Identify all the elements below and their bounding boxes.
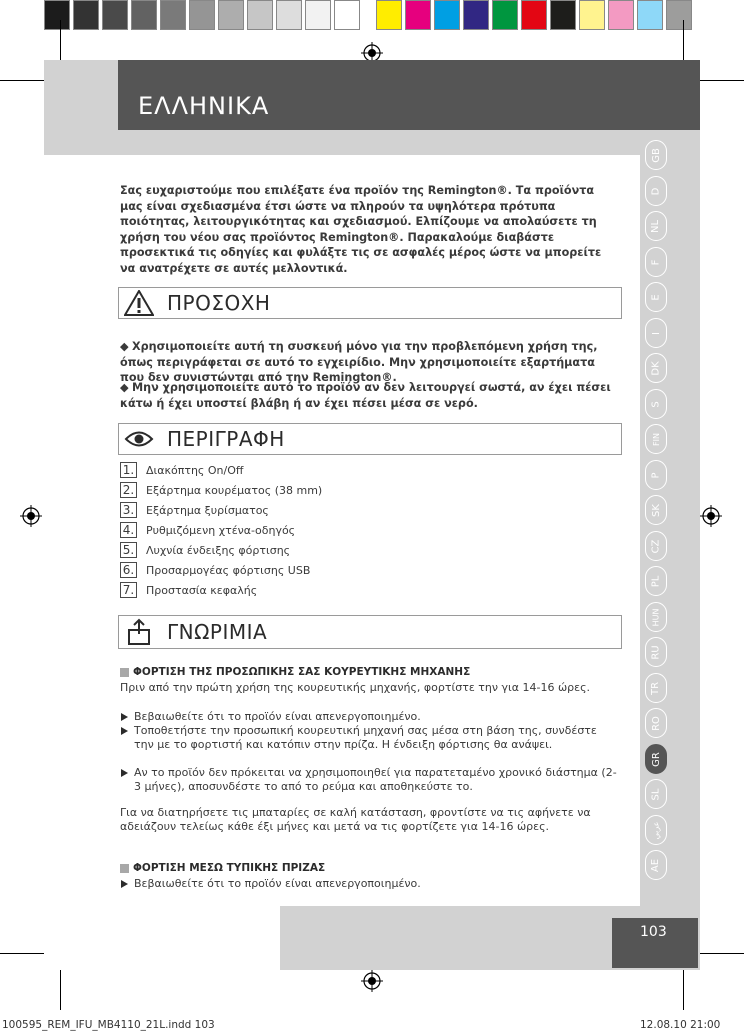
- socket-step: Βεβαιωθείτε ότι το προϊόν είναι απενεργοποιημένο.: [120, 877, 620, 891]
- color-swatch: [405, 0, 431, 30]
- part-list-item: 6. Προσαρμογέας φόρτισης USB: [120, 561, 310, 579]
- warning-title: ΠΡΟΣΟΧΗ: [167, 291, 271, 315]
- language-tab-label: AE: [650, 858, 662, 872]
- color-swatch: [521, 0, 547, 30]
- getting-started-title: ΓΝΩΡΙΜΙΑ: [167, 620, 268, 644]
- bullet-icon: ◆: [120, 381, 129, 394]
- language-tab-label: HUN: [651, 608, 661, 626]
- language-tab[interactable]: [645, 744, 667, 774]
- heading-square-icon: [120, 864, 129, 873]
- description-title: ΠΕΡΙΓΡΑΦΗ: [167, 427, 285, 451]
- registration-target-icon: [700, 505, 722, 527]
- language-tab-label: RU: [650, 644, 662, 660]
- intro-paragraph: Σας ευχαριστούμε που επιλέξατε ένα προϊόν της Remington®. Τα προϊόντα μας είναι σχεδιασμένα έτσι ώστε να πληρούν τα υψηλότερα πρότυπα ποιότητας, λειτουργικότητας και σχεδιασμού. Ελπίζουμε να απολαύσετε τη χρήση του νέου σας προϊόντος Remington®. Παρακαλούμε διαβάστε προσεκτικά τις οδηγίες και φυλάξτε τις σε ασφαλές μέρος ώστε να μπορείτε να ανατρέχετε σε αυτές μελλοντικά.: [120, 184, 602, 275]
- color-swatch: [131, 0, 157, 30]
- language-tab[interactable]: [645, 247, 667, 277]
- charging-heading: ΦΟΡΤΙΣΗ ΤΗΣ ΠΡΟΣΩΠΙΚΗΣ ΣΑΣ ΚΟΥΡΕΥΤΙΚΗΣ ΜΗΧΑΝΗΣ: [120, 666, 470, 678]
- print-file-slug: 100595_REM_IFU_MB4110_21L.indd 103: [2, 1019, 215, 1031]
- language-tab[interactable]: [645, 637, 667, 667]
- color-swatch: [160, 0, 186, 30]
- registration-target-icon: [20, 505, 42, 527]
- bullet-icon: ◆: [120, 340, 129, 353]
- language-tab[interactable]: [645, 353, 667, 383]
- language-tab[interactable]: [645, 282, 667, 312]
- language-tab[interactable]: [645, 176, 667, 206]
- page-title: ΕΛΛΗΝΙΚΑ: [138, 92, 270, 120]
- charging-intro: Πριν από την πρώτη χρήση της κουρευτικής μηχανής, φορτίστε την για 14-16 ώρες.: [120, 681, 591, 694]
- crop-mark: [0, 953, 44, 954]
- crop-mark: [683, 970, 684, 1010]
- language-tab-label: E: [650, 293, 662, 301]
- language-tab[interactable]: [645, 495, 667, 525]
- part-list-item: 2. Εξάρτημα κουρέματος (38 mm): [120, 481, 322, 499]
- color-swatch: [666, 0, 692, 30]
- arrow-bullet-icon: [121, 713, 128, 721]
- getting-started-section-header: [118, 615, 622, 649]
- color-swatch: [44, 0, 70, 30]
- charging-step: Αν το προϊόν δεν πρόκειται να χρησιμοποιηθεί για παρατεταμένο χρονικό διάστημα (2-3 μήνες), αποσυνδέστε το από το ρεύμα και αποθηκεύστε το.: [120, 766, 620, 794]
- color-swatch: [247, 0, 273, 30]
- color-swatch: [334, 0, 360, 30]
- battery-note: Για να διατηρήσετε τις μπαταρίες σε καλή κατάσταση, φροντίστε να τις αφήνετε να αδειάζουν τελείως κάθε έξι μήνες και μετά να τις φορτίζετε για 14-16 ώρες.: [120, 806, 591, 833]
- color-swatch: [637, 0, 663, 30]
- language-tab[interactable]: [645, 531, 667, 561]
- language-tab-label: SK: [650, 503, 662, 517]
- language-tab[interactable]: [645, 708, 667, 738]
- color-swatch: [463, 0, 489, 30]
- language-tab-label: PL: [650, 575, 662, 587]
- crop-mark: [0, 80, 44, 81]
- part-list-item: 4. Ρυθμιζόμενη χτένα-οδηγός: [120, 521, 295, 539]
- color-swatch: [218, 0, 244, 30]
- color-swatch: [102, 0, 128, 30]
- language-tab[interactable]: [645, 602, 667, 632]
- language-tab[interactable]: [645, 424, 667, 454]
- eye-icon: [119, 424, 159, 454]
- language-tab-label: TR: [650, 681, 662, 695]
- language-tab-label: FIN: [651, 432, 661, 446]
- grayscale-calibration-bar: [44, 0, 363, 32]
- color-swatch: [579, 0, 605, 30]
- color-swatch: [434, 0, 460, 30]
- color-swatch: [73, 0, 99, 30]
- color-swatch: [492, 0, 518, 30]
- print-timestamp: 12.08.10 21:00: [640, 1019, 721, 1031]
- warning-section-header: [118, 287, 622, 319]
- description-section-header: [118, 423, 622, 455]
- language-tab-label: GR: [650, 751, 662, 767]
- language-tab-label: P: [650, 471, 662, 479]
- charging-step: Τοποθετήστε την προσωπική κουρευτική μηχανή σας μέσα στη βάση της, συνδέστε την με το φορτιστή και κατόπιν στην πρίζα. Η ένδειξη φόρτισης θα ανάψει.: [120, 724, 620, 752]
- color-calibration-bar: [376, 0, 695, 32]
- heading-square-icon: [120, 668, 129, 677]
- crop-mark: [700, 80, 744, 81]
- color-swatch: [276, 0, 302, 30]
- language-tab-label: F: [650, 259, 662, 265]
- part-list-item: 5. Λυχνία ένδειξης φόρτισης: [120, 541, 290, 559]
- warning-item: ◆ Μην χρησιμοποιείτε αυτό το προϊόν αν δεν λειτουργεί σωστά, αν έχει πέσει κάτω ή έχει υποστεί βλάβη ή αν έχει πέσει μέσα σε νερό.: [120, 381, 611, 410]
- language-tab[interactable]: [645, 779, 667, 809]
- socket-charging-heading: ΦΟΡΤΙΣΗ ΜΕΣΩ ΤΥΠΙΚΗΣ ΠΡΙΖΑΣ: [120, 862, 325, 874]
- language-tab[interactable]: [645, 460, 667, 490]
- language-tab-label: GB: [650, 147, 662, 163]
- language-tab-label: عربي: [651, 820, 661, 840]
- color-swatch: [608, 0, 634, 30]
- arrow-bullet-icon: [121, 727, 128, 735]
- crop-mark: [60, 20, 61, 60]
- box-arrow-icon: [119, 616, 159, 648]
- language-tab-label: S: [650, 400, 662, 408]
- language-tab[interactable]: [645, 211, 667, 241]
- language-tab-label: CZ: [650, 539, 662, 553]
- crop-mark: [700, 953, 744, 954]
- language-tab-label: SL: [650, 788, 662, 800]
- language-tab[interactable]: [645, 389, 667, 419]
- color-swatch: [305, 0, 331, 30]
- language-tab[interactable]: [645, 566, 667, 596]
- language-tab-label: DK: [650, 360, 662, 376]
- language-tab[interactable]: [645, 850, 667, 880]
- language-tab[interactable]: [645, 140, 667, 170]
- language-tab[interactable]: [645, 318, 667, 348]
- part-list-item: 7. Προστασία κεφαλής: [120, 581, 257, 599]
- language-tab-label: I: [650, 331, 662, 335]
- part-list-item: 3. Εξάρτημα ξυρίσματος: [120, 501, 269, 519]
- page-number: 103: [640, 924, 667, 940]
- language-tab[interactable]: [645, 673, 667, 703]
- warning-triangle-icon: [119, 288, 159, 318]
- registration-target-icon: [361, 970, 383, 992]
- language-tab-label: RO: [650, 715, 662, 731]
- warning-item: ◆ Χρησιμοποιείτε αυτή τη συσκευή μόνο για την προβλεπόμενη χρήση της, όπως περιγράφεται σε αυτό το εγχειρίδιο. Μην χρησιμοποιείτε εξαρτήματα που δεν συνιστώνται από την Remington®.: [120, 340, 598, 384]
- charging-step: Βεβαιωθείτε ότι το προϊόν είναι απενεργοποιημένο.: [120, 710, 620, 724]
- language-tab-label: D: [650, 187, 662, 195]
- arrow-bullet-icon: [121, 769, 128, 777]
- crop-mark: [683, 20, 684, 60]
- language-tab-label: NL: [650, 219, 662, 233]
- header-strip: [118, 130, 700, 155]
- color-swatch: [189, 0, 215, 30]
- part-list-item: 1. Διακόπτης On/Off: [120, 461, 243, 479]
- color-swatch: [376, 0, 402, 30]
- header-grey-panel: [44, 60, 118, 155]
- language-tab[interactable]: [645, 815, 667, 845]
- arrow-bullet-icon: [121, 880, 128, 888]
- color-swatch: [550, 0, 576, 30]
- crop-mark: [60, 970, 61, 1010]
